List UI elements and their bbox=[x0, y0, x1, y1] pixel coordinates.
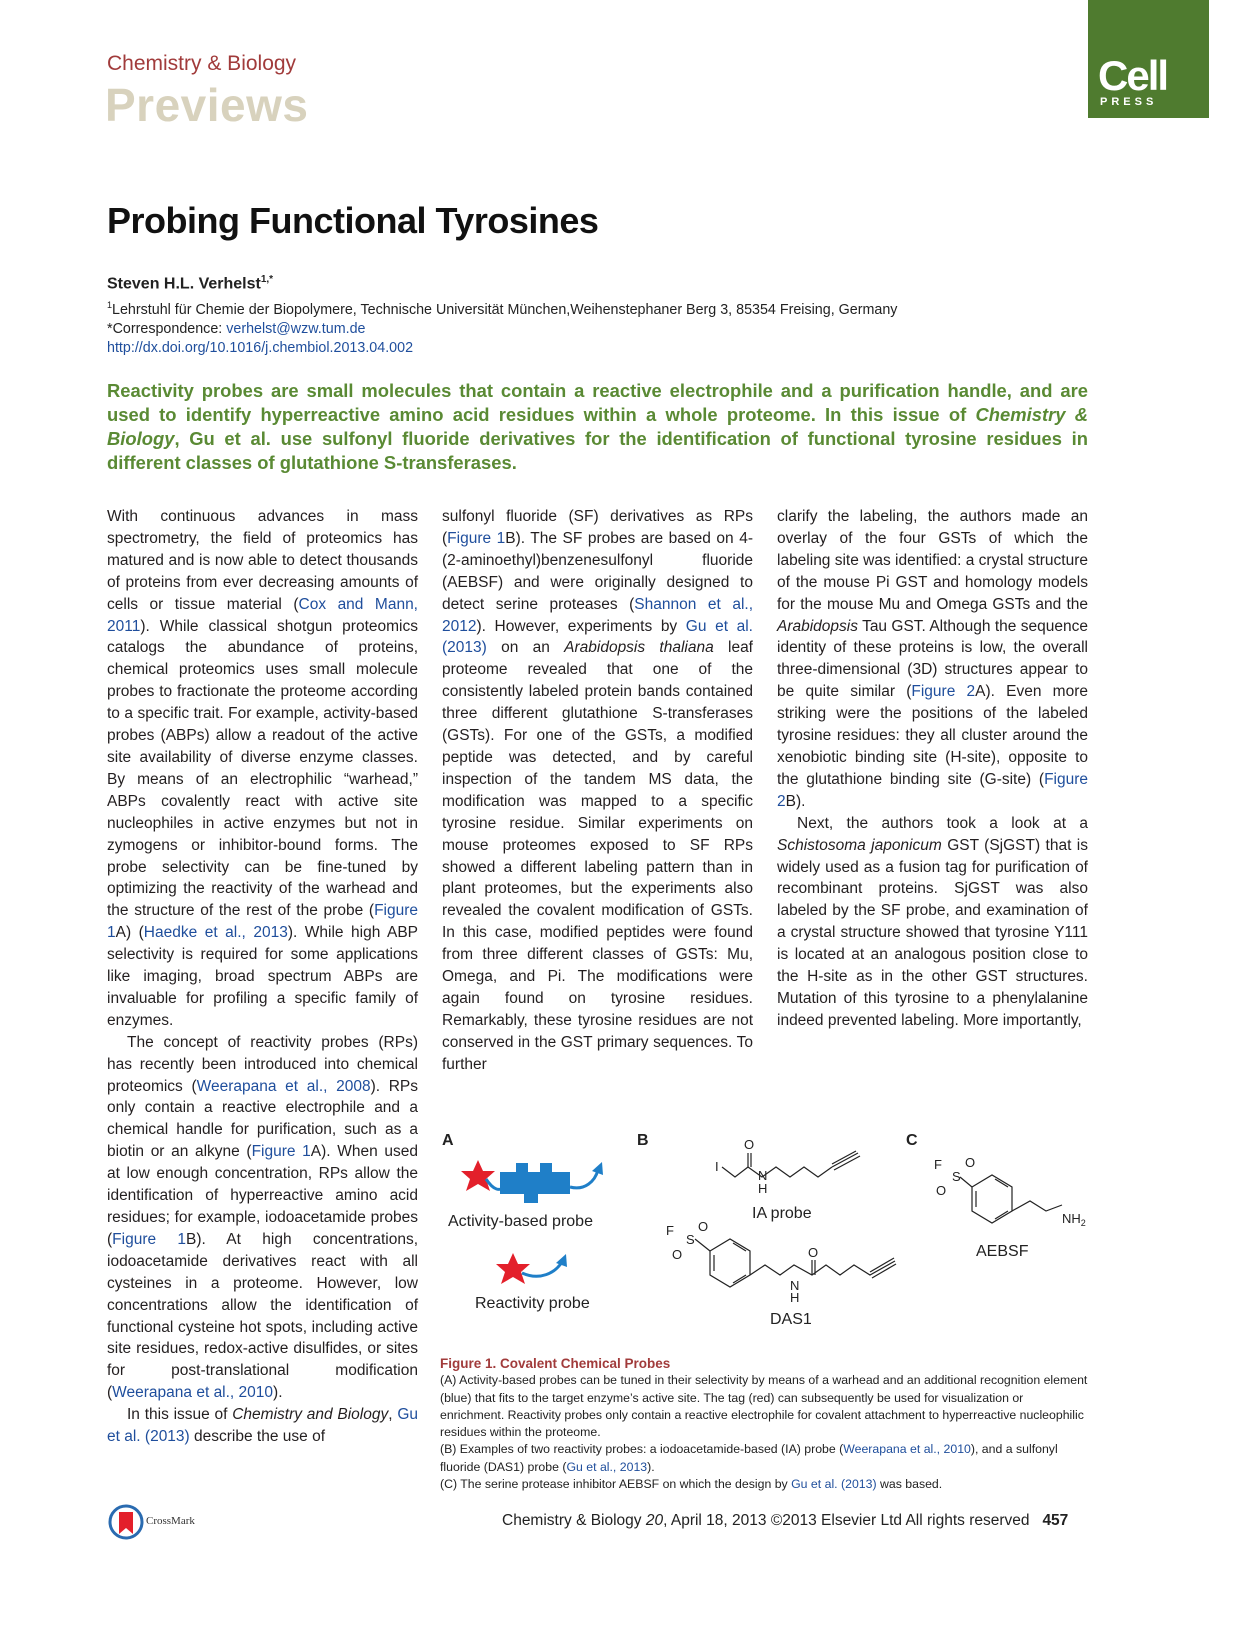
atom-label: I bbox=[715, 1159, 719, 1174]
caption-part-b: (B) Examples of two reactivity probes: a iodoacetamide-based (IA) probe (Weerapana et al., 2010), and a sulfonyl fluoride (DAS1) probe (Gu et al., 2013). bbox=[440, 1442, 1058, 1474]
atom-label: S bbox=[686, 1232, 695, 1247]
reference-link[interactable]: Haedke et al., 2013 bbox=[143, 924, 288, 942]
caption-part-c: (C) The serine protease inhibitor AEBSF on which the design by Gu et al. (2013) was based. bbox=[440, 1477, 943, 1492]
paragraph: With continuous advances in mass spectrometry, the field of proteomics has matured and is now able to detect thousands of proteins from ever decreasing amounts of cells or tissue material (Cox and Mann, 2011). While classical shotgun proteomics catalogs the abundance of proteins, chemical proteomics uses small molecule probes to fractionate the proteome according to a specific trait. For example, activity-based probes (ABPs) allow a readout of the active site availability of diverse enzyme classes. By means of an electrophilic “warhead,” ABPs covalently react with active site nucleophiles in active enzymes but not in zymogens or inhibitor-bound forms. The probe selectivity can be fine-tuned by optimizing the reactivity of the warhead and the structure of the rest of the probe (Figure 1A) (Haedke et al., 2013). While high ABP selectivity is required for some applications like imaging, broad spectrum ABPs are invaluable for profiling a specific family of enzymes. bbox=[107, 508, 419, 1029]
abp-label: Activity-based probe bbox=[448, 1213, 593, 1230]
atom-label: N bbox=[758, 1168, 768, 1183]
panel-label-c: C bbox=[906, 1132, 918, 1149]
reference-link[interactable]: Gu et al. (2013) bbox=[442, 617, 753, 657]
activity-based-probe-icon bbox=[461, 1160, 603, 1203]
abstract: Reactivity probes are small molecules that contain a reactive electrophile and a purification handle, and are used to identify hyperreactive amino acid residues within a whole proteome. In this issue of Chemistry & Biology, Gu et al. use sulfonyl fluoride derivatives for the identification of functional tyrosine residues in different classes of glutathione S-transferases. bbox=[107, 380, 1088, 473]
reactivity-probe-icon bbox=[496, 1253, 567, 1284]
atom-label: O bbox=[965, 1155, 976, 1170]
page-footer: Chemistry & Biology 20, April 18, 2013 ©2013 Elsevier Ltd All rights reserved 457 bbox=[502, 1512, 1069, 1529]
logo-word: Cell bbox=[1098, 52, 1168, 99]
affiliation-superscript: 1 bbox=[107, 300, 113, 310]
rp-label: Reactivity probe bbox=[475, 1295, 590, 1312]
doi-link[interactable]: http://dx.doi.org/10.1016/j.chembiol.2013.04.002 bbox=[107, 339, 414, 356]
atom-label: S bbox=[952, 1169, 961, 1184]
atom-label: N bbox=[790, 1278, 800, 1293]
author-superscript: 1,* bbox=[260, 274, 274, 285]
das1-label: DAS1 bbox=[770, 1311, 812, 1328]
figure-link[interactable]: Figure 2 bbox=[911, 683, 976, 701]
author-line bbox=[107, 274, 273, 293]
atom-label: O bbox=[698, 1219, 709, 1234]
ia-probe-label: IA probe bbox=[752, 1205, 812, 1222]
reference-link[interactable]: Shannon et al., 2012 bbox=[442, 595, 754, 635]
reference-link[interactable]: Gu et al. (2013) bbox=[791, 1477, 877, 1492]
author-name: Steven H.L. Verhelst bbox=[107, 275, 261, 293]
paragraph: The concept of reactivity probes (RPs) has recently been introduced into chemical proteomics (Weerapana et al., 2008). RPs only contain a reactive electrophile and a chemical handle for purification, such as a biotin or an alkyne (Figure 1A). When used at low enough concentration, RPs allow the identification of hyperreactive amino acid residues; for example, iodoacetamide probes (Figure 1B). At high concentrations, iodoacetamide derivatives react with all cysteines in a proteome. However, low concentrations allow the identification of functional cysteine hot spots, including active site residues, redox-active disulfides, or sites for post-translational modification (Weerapana et al., 2010). bbox=[107, 1033, 418, 1402]
aebsf-label: AEBSF bbox=[976, 1243, 1029, 1260]
reference-link[interactable]: Gu et al. (2013) bbox=[107, 1406, 418, 1446]
atom-label: O bbox=[936, 1183, 947, 1198]
paragraph: sulfonyl fluoride (SF) derivatives as RPs (Figure 1B). The SF probes are based on 4-(2-aminoethyl)benzenesulfonyl fluoride (AEBSF) and were originally designed to detect serine proteases (Shannon et al., 2012). However, experiments by Gu et al. (2013) on an Arabidopsis thaliana leaf proteome revealed that one of the consistently labeled protein bands contained three different glutathione S-transferases (GSTs). For one of the GSTs, a modified peptide was detected, and by careful inspection of the tandem MS data, the modification was mapped to a specific tyrosine residue. Similar experiments on mouse proteomes exposed to SF RPs showed a different labeling pattern than in plant proteomes, but the experiments also revealed the covalent modification of GSTs. In this case, modified peptides were found from three different classes of GSTs: Mu, Omega, and Pi. The modifications were again found on tyrosine residues. Remarkably, these tyrosine residues are not conserved in the GST primary sequences. To further bbox=[442, 508, 754, 1073]
panel-label-a: A bbox=[442, 1132, 454, 1149]
reference-link[interactable]: Weerapana et al., 2010 bbox=[843, 1442, 971, 1457]
ia-probe-structure bbox=[722, 1151, 860, 1177]
figure-link[interactable]: Figure 1 bbox=[447, 529, 506, 547]
body-column-2 bbox=[442, 506, 753, 1076]
atom-label: H bbox=[758, 1181, 768, 1196]
affiliation: $^1$Lehrstuhl für Chemie der Biopolymere, Technische Universität München,Weihenstephaner Berg 3, 85354 Freising, Germany bbox=[107, 300, 898, 318]
article-title: Probing Functional Tyrosines bbox=[107, 200, 599, 241]
section-title: Previews bbox=[105, 79, 309, 131]
figure-caption bbox=[440, 1355, 1090, 1493]
figure-link[interactable]: Figure 2 bbox=[777, 770, 1088, 810]
cell-press-logo bbox=[1088, 0, 1209, 118]
reference-link[interactable]: Gu et al., 2013 bbox=[566, 1459, 648, 1474]
reference-link[interactable]: Cox and Mann, 2011 bbox=[107, 595, 418, 635]
paragraph: In this issue of Chemistry and Biology, Gu et al. (2013) describe the use of bbox=[107, 1406, 418, 1446]
atom-label: O bbox=[672, 1247, 683, 1262]
caption-part-a: (A) Activity-based probes can be tuned in their selectivity by means of a warhead and an additional recognition element (blue) that fits to the target enzyme’s active site. The tag (red) can subsequently be used for visualization or enrichment. Reactivity probes only contain a reactive electrophile for covalent attachment to hyperreactive nucleophilic residues within the proteome. bbox=[440, 1373, 1088, 1440]
correspondence: *Correspondence: verhelst@wzw.tum.de bbox=[107, 320, 366, 337]
atom-label: O bbox=[808, 1245, 819, 1260]
atom-label: F bbox=[934, 1157, 942, 1172]
crossmark-icon[interactable] bbox=[108, 1504, 144, 1540]
panel-label-b: B bbox=[637, 1132, 649, 1149]
body-column-3 bbox=[777, 506, 1088, 1032]
journal-name: Chemistry & Biology bbox=[107, 52, 297, 75]
reference-link[interactable]: Weerapana et al., 2010 bbox=[112, 1384, 274, 1402]
paragraph: clarify the labeling, the authors made an overlay of the four GSTs of which the labeling site was identified: a crystal structure of the mouse Pi GST and homology models for the mouse Mu and Omega GSTs and the Arabidopsis Tau GST. Although the sequence identity of these proteins is low, the overall three-dimensional (3D) structures appear to be quite similar (Figure 2A). Even more striking were the positions of the labeled tyrosine residues: they all cluster around the xenobiotic binding site (H-site), opposite to the glutathione binding site (G-site) (Figure 2B). bbox=[777, 508, 1089, 810]
email-link[interactable]: verhelst@wzw.tum.de bbox=[226, 320, 366, 337]
reference-link[interactable]: Weerapana et al., 2008 bbox=[196, 1077, 371, 1095]
caption-title: Figure 1. Covalent Chemical Probes bbox=[440, 1356, 671, 1371]
page-number: 457 bbox=[1042, 1512, 1069, 1529]
affiliation-block bbox=[107, 296, 897, 358]
figure-1-graphic bbox=[440, 1125, 1090, 1345]
figure-link[interactable]: Figure 1 bbox=[112, 1230, 187, 1248]
atom-label: H bbox=[790, 1290, 800, 1305]
atom-label: F bbox=[666, 1223, 674, 1238]
body-column-1 bbox=[107, 506, 418, 1448]
atom-label: $NH_2$ bbox=[1062, 1211, 1086, 1228]
figure-link[interactable]: Figure 1 bbox=[251, 1143, 311, 1161]
logo-press: PRESS bbox=[1100, 96, 1158, 108]
figure-link[interactable]: Figure 1 bbox=[107, 902, 418, 942]
crossmark-label: CrossMark bbox=[146, 1515, 195, 1527]
paragraph: Next, the authors took a look at a Schistosoma japonicum GST (SjGST) that is widely used as a fusion tag for purification of recombinant proteins. SjGST was also labeled by the SF probe, and examination of a crystal structure showed that tyrosine Y111 is located at an analogous position close to the H-site as in the other GST structures. Mutation of this tyrosine to a phenylalanine indeed prevented labeling. More importantly, bbox=[777, 814, 1088, 1029]
aebsf-structure bbox=[960, 1175, 1062, 1223]
figure-1 bbox=[440, 1125, 1090, 1345]
atom-label: O bbox=[744, 1137, 755, 1152]
